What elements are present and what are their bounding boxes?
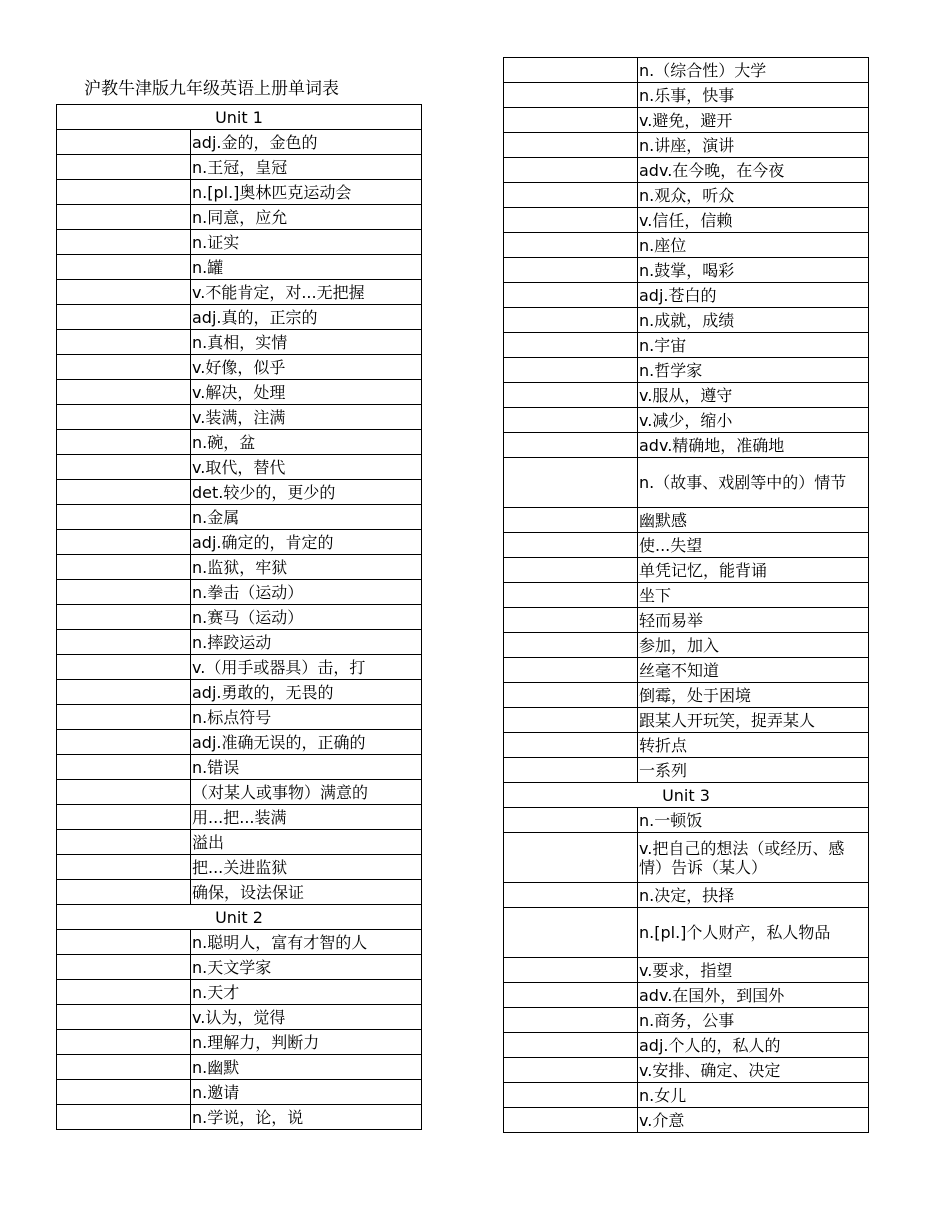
word-cell [57,255,191,280]
vocab-row [57,680,422,705]
meaning-cell: n.一顿饭 [638,808,869,833]
word-cell [504,958,638,983]
meaning-cell: （对某人或事物）满意的 [191,780,422,805]
word-cell [504,1033,638,1058]
vocab-row [57,530,422,555]
vocab-row [504,208,869,233]
vocab-row [504,633,869,658]
word-cell [504,833,638,883]
word-cell [57,505,191,530]
meaning-cell: v.好像，似乎 [191,355,422,380]
vocab-row [57,205,422,230]
word-cell [57,605,191,630]
vocab-row [504,833,869,883]
word-cell [57,130,191,155]
meaning-cell: n.成就，成绩 [638,308,869,333]
meaning-cell: n.聪明人，富有才智的人 [191,930,422,955]
vocab-row [504,58,869,83]
meaning-cell: 使...失望 [638,533,869,558]
vocab-row [504,708,869,733]
word-cell [504,458,638,508]
word-cell [57,305,191,330]
vocab-row [57,480,422,505]
vocab-row [57,130,422,155]
meaning-cell: adj.个人的，私人的 [638,1033,869,1058]
word-cell [57,730,191,755]
vocab-row [57,830,422,855]
vocab-row [504,408,869,433]
word-cell [57,980,191,1005]
word-cell [504,108,638,133]
vocab-row [57,330,422,355]
word-cell [57,630,191,655]
meaning-cell: n.（综合性）大学 [638,58,869,83]
word-cell [504,283,638,308]
unit-heading: Unit 3 [504,783,869,808]
vocab-row [57,230,422,255]
vocab-row [57,705,422,730]
word-cell [504,333,638,358]
meaning-cell: v.把自己的想法（或经历、感情）告诉（某人） [638,833,869,883]
word-cell [57,205,191,230]
word-cell [57,880,191,905]
word-cell [57,680,191,705]
word-cell [57,480,191,505]
word-cell [57,1105,191,1130]
unit-header-row [57,905,422,930]
meaning-cell: n.理解力，判断力 [191,1030,422,1055]
word-cell [504,658,638,683]
vocab-row [504,308,869,333]
word-cell [57,230,191,255]
vocab-row [57,1080,422,1105]
word-cell [504,708,638,733]
word-cell [57,755,191,780]
word-cell [504,233,638,258]
meaning-cell: n.哲学家 [638,358,869,383]
vocab-row [504,133,869,158]
meaning-cell: 确保，设法保证 [191,880,422,905]
meaning-cell: 转折点 [638,733,869,758]
vocab-row [57,305,422,330]
meaning-cell: n.宇宙 [638,333,869,358]
word-cell [57,705,191,730]
vocab-row [57,755,422,780]
vocab-row [57,505,422,530]
vocab-row [504,958,869,983]
word-cell [504,683,638,708]
word-cell [57,830,191,855]
meaning-cell: v.取代，替代 [191,455,422,480]
meaning-cell: n.摔跤运动 [191,630,422,655]
word-cell [504,1008,638,1033]
meaning-cell: n.错误 [191,755,422,780]
vocab-row [57,405,422,430]
unit-heading: Unit 1 [57,105,422,130]
word-cell [504,158,638,183]
word-cell [57,430,191,455]
vocab-row [504,83,869,108]
vocab-row [504,583,869,608]
vocab-row [57,805,422,830]
word-cell [57,930,191,955]
word-cell [504,383,638,408]
vocab-row [57,780,422,805]
meaning-cell: n.天文学家 [191,955,422,980]
word-cell [504,733,638,758]
meaning-cell: 把...关进监狱 [191,855,422,880]
meaning-cell: 一系列 [638,758,869,783]
vocab-row [504,183,869,208]
meaning-cell: n.座位 [638,233,869,258]
vocab-row [57,655,422,680]
meaning-cell: 幽默感 [638,508,869,533]
meaning-cell: adj.苍白的 [638,283,869,308]
vocab-row [504,1008,869,1033]
meaning-cell: v.减少，缩小 [638,408,869,433]
vocab-row [504,233,869,258]
vocab-row [504,1058,869,1083]
word-cell [504,633,638,658]
vocab-row [504,558,869,583]
meaning-cell: n.同意，应允 [191,205,422,230]
vocab-row [57,605,422,630]
word-cell [504,433,638,458]
word-cell [504,608,638,633]
word-cell [504,808,638,833]
vocab-row [57,355,422,380]
vocab-row [57,1105,422,1130]
vocab-row [504,883,869,908]
unit-header-row [504,783,869,808]
vocab-row [504,1108,869,1133]
meaning-cell: n.罐 [191,255,422,280]
word-cell [504,508,638,533]
vocab-row [504,158,869,183]
word-cell [57,155,191,180]
meaning-cell: n.标点符号 [191,705,422,730]
vocab-row [57,430,422,455]
vocab-row [504,658,869,683]
meaning-cell: n.证实 [191,230,422,255]
meaning-cell: n.赛马（运动） [191,605,422,630]
word-cell [504,533,638,558]
meaning-cell: n.女儿 [638,1083,869,1108]
meaning-cell: adj.勇敢的，无畏的 [191,680,422,705]
meaning-cell: v.要求，指望 [638,958,869,983]
vocab-row [504,533,869,558]
word-cell [57,180,191,205]
word-cell [504,883,638,908]
meaning-cell: v.介意 [638,1108,869,1133]
meaning-cell: n.乐事，快事 [638,83,869,108]
word-cell [504,408,638,433]
meaning-cell: n.碗，盆 [191,430,422,455]
word-cell [504,258,638,283]
word-cell [57,780,191,805]
meaning-cell: n.决定，抉择 [638,883,869,908]
vocab-row [57,1030,422,1055]
word-cell [57,1030,191,1055]
word-cell [504,583,638,608]
vocab-row [504,608,869,633]
meaning-cell: n.鼓掌，喝彩 [638,258,869,283]
meaning-cell: adv.精确地，准确地 [638,433,869,458]
vocab-row [57,1055,422,1080]
word-cell [57,455,191,480]
meaning-cell: v.解决，处理 [191,380,422,405]
vocab-row [504,258,869,283]
meaning-cell: n.[pl.]奥林匹克运动会 [191,180,422,205]
word-cell [504,83,638,108]
word-cell [504,983,638,1008]
meaning-cell: v.装满，注满 [191,405,422,430]
vocab-row [504,108,869,133]
word-cell [57,655,191,680]
vocab-row [504,758,869,783]
vocab-row [504,433,869,458]
meaning-cell: n.天才 [191,980,422,1005]
vocab-row [57,1005,422,1030]
vocab-row [504,458,869,508]
meaning-cell: 坐下 [638,583,869,608]
vocab-row [57,155,422,180]
vocab-row [57,980,422,1005]
word-cell [57,280,191,305]
word-cell [57,1080,191,1105]
meaning-cell: adj.确定的，肯定的 [191,530,422,555]
meaning-cell: n.学说，论，说 [191,1105,422,1130]
word-cell [504,1108,638,1133]
vocab-row [504,1033,869,1058]
vocab-row [57,380,422,405]
meaning-cell: n.商务，公事 [638,1008,869,1033]
meaning-cell: 跟某人开玩笑，捉弄某人 [638,708,869,733]
meaning-cell: 丝毫不知道 [638,658,869,683]
vocab-row [504,283,869,308]
vocab-row [57,930,422,955]
meaning-cell: n.讲座，演讲 [638,133,869,158]
word-cell [57,1055,191,1080]
vocab-row [504,383,869,408]
meaning-cell: n.金属 [191,505,422,530]
word-cell [57,805,191,830]
word-cell [504,908,638,958]
word-cell [57,355,191,380]
vocab-row [504,808,869,833]
vocab-row [504,508,869,533]
meaning-cell: 轻而易举 [638,608,869,633]
meaning-cell: n.监狱，牢狱 [191,555,422,580]
meaning-cell: v.信任，信赖 [638,208,869,233]
meaning-cell: n.邀请 [191,1080,422,1105]
meaning-cell: v.避免，避开 [638,108,869,133]
word-cell [57,405,191,430]
word-cell [57,555,191,580]
unit-heading: Unit 2 [57,905,422,930]
word-cell [57,530,191,555]
word-cell [57,1005,191,1030]
word-cell [504,208,638,233]
meaning-cell: 参加，加入 [638,633,869,658]
meaning-cell: n.拳击（运动） [191,580,422,605]
vocab-row [57,255,422,280]
meaning-cell: 倒霉，处于困境 [638,683,869,708]
word-cell [57,380,191,405]
meaning-cell: adj.准确无误的，正确的 [191,730,422,755]
meaning-cell: 单凭记忆，能背诵 [638,558,869,583]
word-cell [504,58,638,83]
meaning-cell: adj.金的，金色的 [191,130,422,155]
word-cell [504,1083,638,1108]
word-cell [504,1058,638,1083]
word-cell [504,183,638,208]
vocab-row [57,555,422,580]
unit-header-row [57,105,422,130]
vocab-row [57,280,422,305]
vocab-row [504,333,869,358]
word-cell [57,955,191,980]
page-title: 沪教牛津版九年级英语上册单词表 [84,79,339,99]
vocab-row [504,358,869,383]
word-cell [504,133,638,158]
word-cell [57,330,191,355]
vocab-row [57,880,422,905]
word-cell [504,308,638,333]
meaning-cell: adj.真的，正宗的 [191,305,422,330]
meaning-cell: 用...把...装满 [191,805,422,830]
word-cell [57,855,191,880]
meaning-cell: adv.在国外，到国外 [638,983,869,1008]
vocab-row [504,733,869,758]
word-cell [504,358,638,383]
meaning-cell: n.（故事、戏剧等中的）情节 [638,458,869,508]
vocab-row [57,180,422,205]
meaning-cell: n.王冠，皇冠 [191,155,422,180]
vocab-row [57,855,422,880]
vocabulary-table-right [503,57,869,1133]
vocab-row [504,908,869,958]
meaning-cell: v.不能肯定，对...无把握 [191,280,422,305]
meaning-cell: n.观众，听众 [638,183,869,208]
meaning-cell: v.服从，遵守 [638,383,869,408]
meaning-cell: adv.在今晚，在今夜 [638,158,869,183]
vocab-row [504,983,869,1008]
vocab-row [57,730,422,755]
vocab-row [57,455,422,480]
vocab-row [57,580,422,605]
meaning-cell: 溢出 [191,830,422,855]
meaning-cell: det.较少的，更少的 [191,480,422,505]
vocab-row [504,1083,869,1108]
word-cell [504,558,638,583]
meaning-cell: v.（用手或器具）击，打 [191,655,422,680]
meaning-cell: n.真相，实情 [191,330,422,355]
vocab-row [57,630,422,655]
word-cell [504,758,638,783]
meaning-cell: n.幽默 [191,1055,422,1080]
meaning-cell: v.认为，觉得 [191,1005,422,1030]
word-cell [57,580,191,605]
meaning-cell: n.[pl.]个人财产，私人物品 [638,908,869,958]
vocab-row [57,955,422,980]
vocabulary-table-left [56,104,422,1130]
vocab-row [504,683,869,708]
meaning-cell: v.安排、确定、决定 [638,1058,869,1083]
